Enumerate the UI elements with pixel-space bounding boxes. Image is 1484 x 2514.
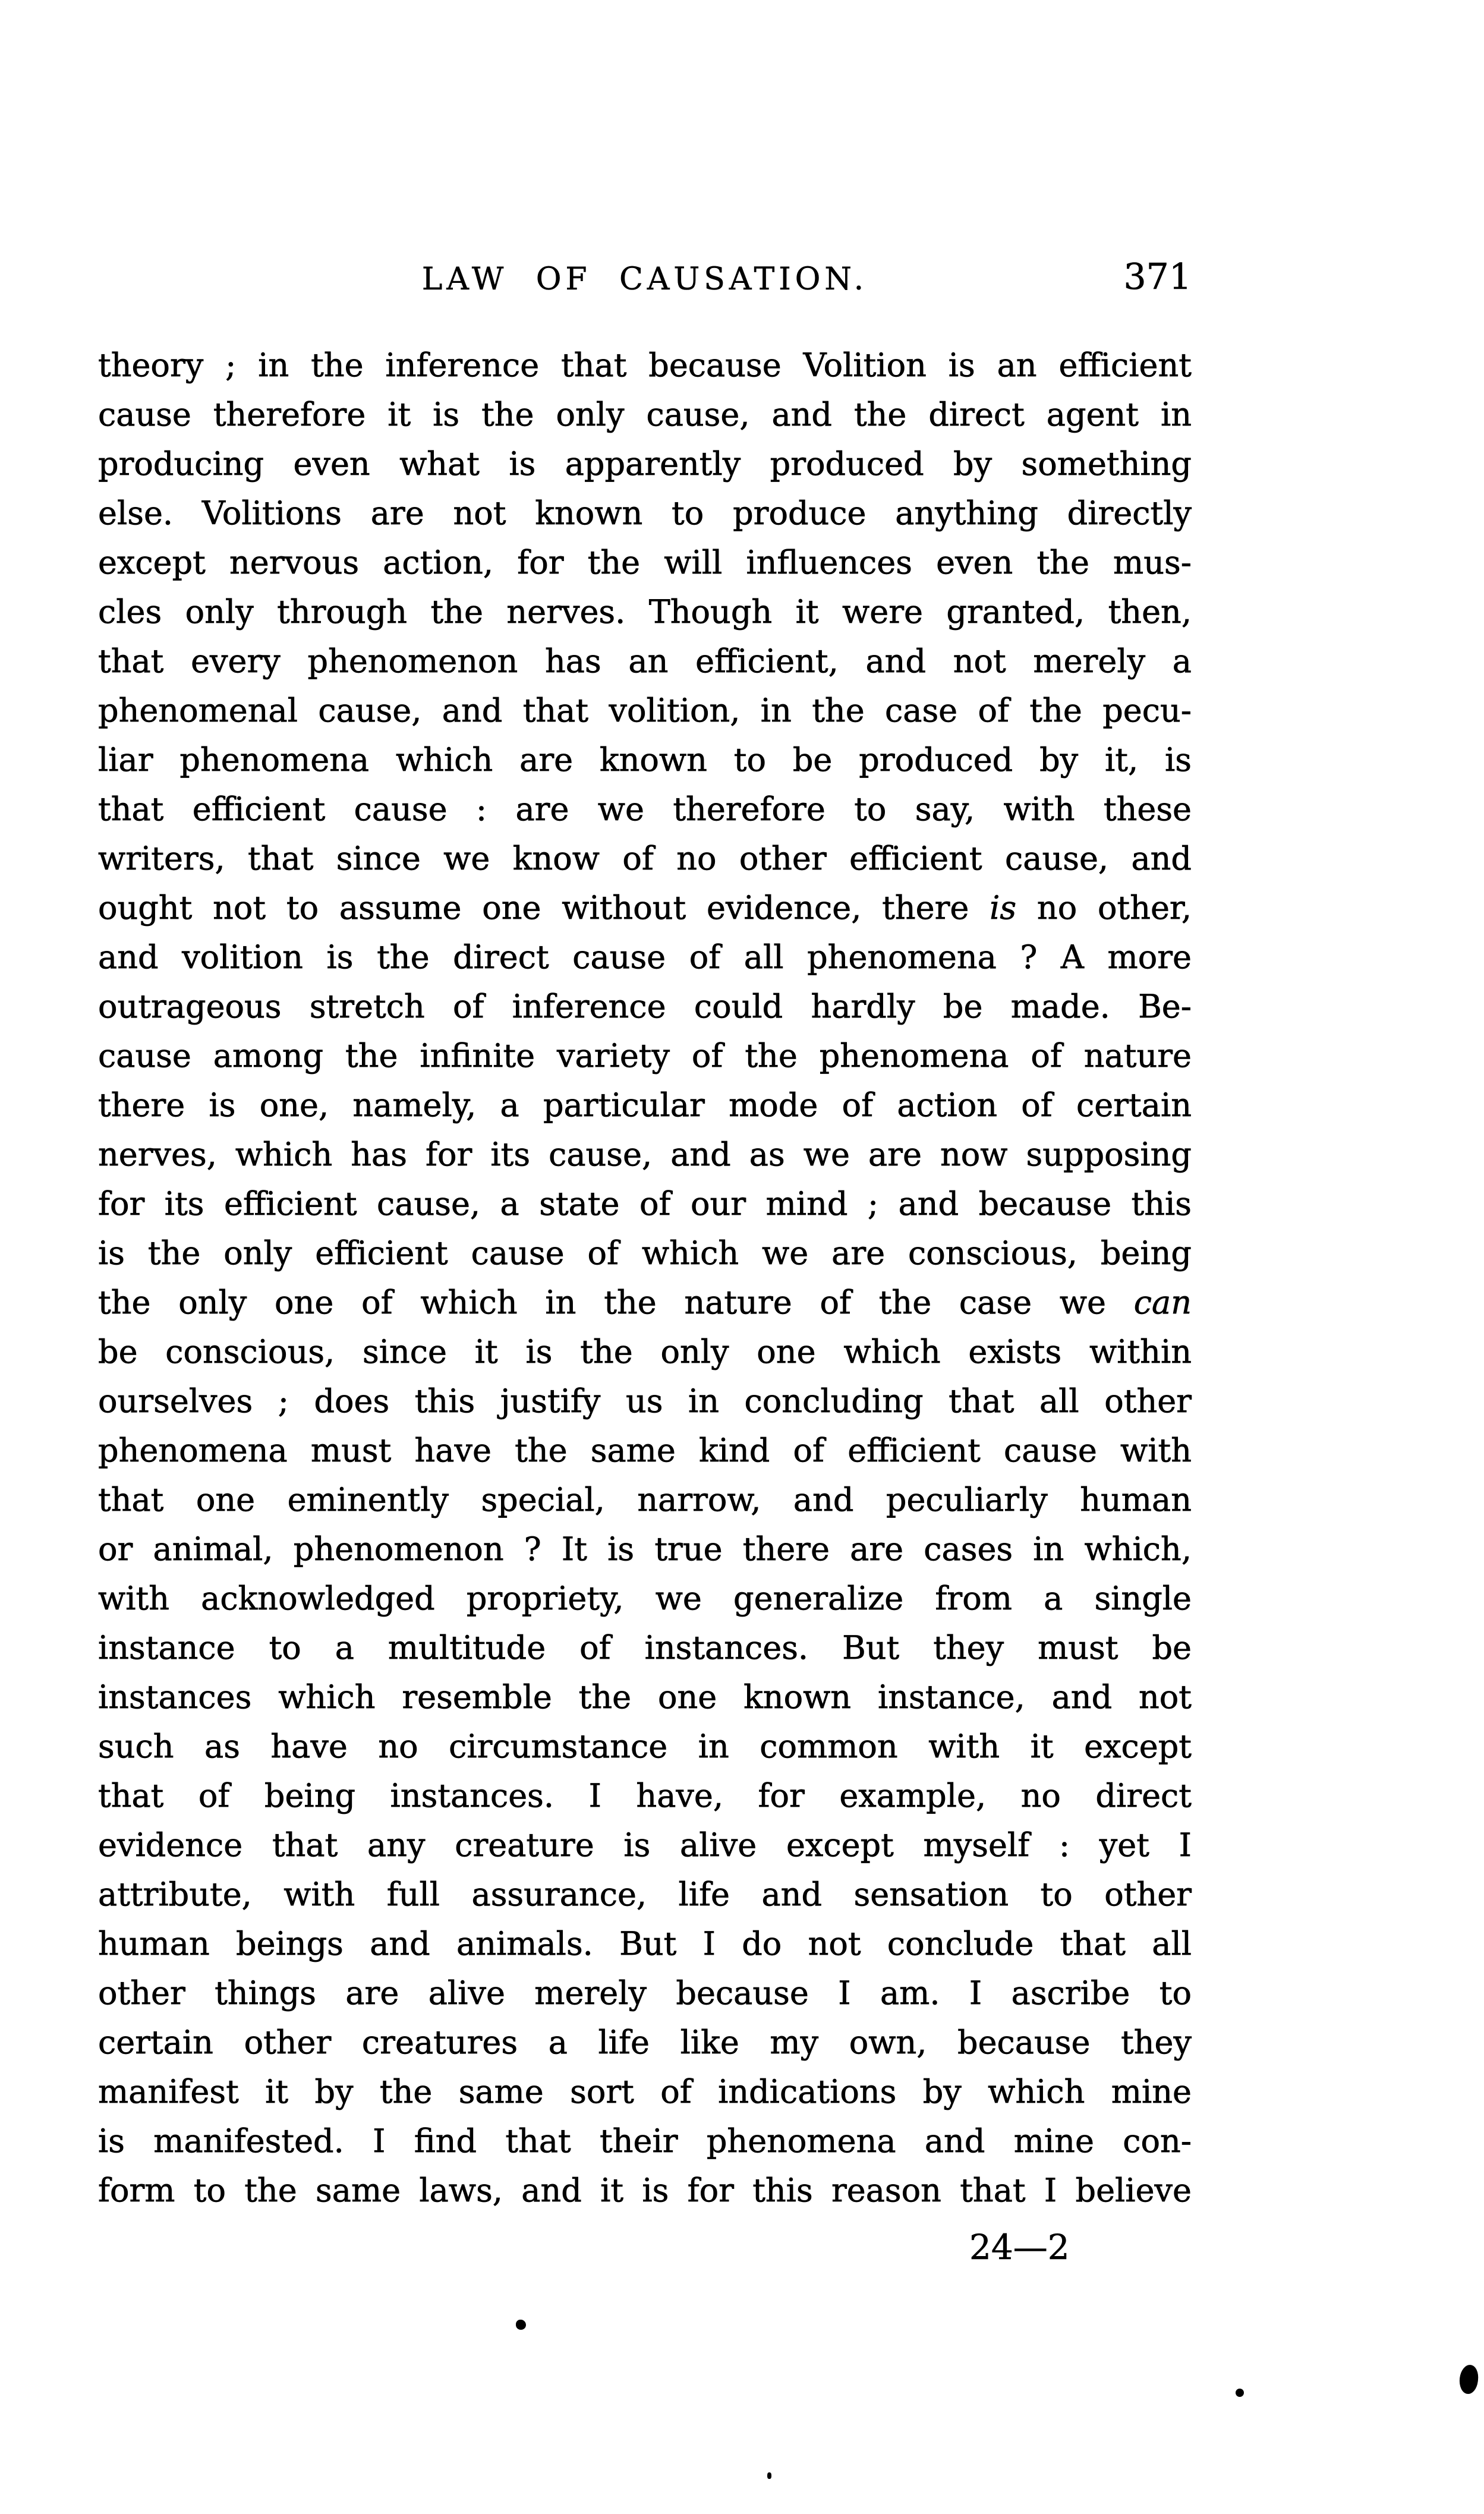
text-line [98, 735, 1192, 785]
text-segment: be conscious, since it is the only one which exists within [98, 1333, 1192, 1371]
text-segment: that one eminently special, narrow, and peculiarly human [98, 1481, 1192, 1519]
text-line [98, 686, 1192, 735]
text-segment: other things are alive merely because I am. I ascribe to [98, 1974, 1192, 2012]
text-line [98, 1623, 1192, 1672]
text-segment: nerves, which has for its cause, and as we are now supposing [98, 1136, 1192, 1173]
text-segment: attribute, with full assurance, life and sensation to other [98, 1876, 1192, 1913]
text-segment: or animal, phenomenon ? It is true there are cases in which, [98, 1530, 1192, 1568]
text-line [98, 1524, 1192, 1574]
text-line [98, 932, 1192, 982]
text-line [98, 883, 1192, 932]
text-line [98, 1968, 1192, 2018]
text-line [98, 390, 1192, 439]
ink-speck [767, 2472, 771, 2479]
text-segment: manifest it by the same sort of indications by which mine [98, 2073, 1192, 2110]
text-line [98, 341, 1192, 390]
text-segment: that every phenomenon has an efficient, and not merely a [98, 642, 1192, 680]
text-line [98, 1278, 1192, 1327]
text-line [98, 587, 1192, 637]
italic-word: is [990, 889, 1017, 927]
text-line [98, 982, 1192, 1031]
text-segment: form to the same laws, and it is for this reason that I believe [98, 2172, 1192, 2209]
ink-speck [516, 2320, 526, 2330]
text-segment: with acknowledged propriety, we generalize from a single [98, 1580, 1192, 1617]
text-line [98, 1870, 1192, 1919]
text-segment: cause therefore it is the only cause, and the direct agent in [98, 396, 1192, 433]
text-segment: except nervous action, for the will influences even the mus- [98, 544, 1192, 581]
text-line [98, 1179, 1192, 1228]
text-segment: cles only through the nerves. Though it were granted, then, [98, 593, 1192, 631]
italic-word: can [1133, 1284, 1192, 1321]
text-line [98, 2166, 1192, 2215]
text-segment: liar phenomena which are known to be produced by it, is [98, 741, 1192, 779]
text-segment: ought not to assume one without evidence, there [98, 889, 990, 927]
text-line [98, 1574, 1192, 1623]
text-line [98, 1475, 1192, 1524]
text-line [98, 1426, 1192, 1475]
text-segment: that of being instances. I have, for example, no direct [98, 1777, 1192, 1814]
text-line [98, 1771, 1192, 1820]
ink-speck [1458, 2364, 1480, 2395]
text-line [98, 1130, 1192, 1179]
text-segment: outrageous stretch of inference could hardly be made. Be- [98, 988, 1192, 1025]
text-segment: producing even what is apparently produced by something [98, 445, 1192, 483]
text-segment: writers, that since we know of no other efficient cause, and [98, 840, 1192, 877]
text-segment: no other, [1016, 889, 1192, 927]
text-line [98, 1228, 1192, 1278]
text-line [98, 1919, 1192, 1968]
text-segment: cause among the infinite variety of the phenomena of nature [98, 1037, 1192, 1075]
page-number: 371 [1123, 256, 1192, 298]
text-segment: phenomenal cause, and that volition, in the case of the pecu- [98, 692, 1192, 729]
ink-speck [1236, 2389, 1244, 2397]
text-line [98, 1820, 1192, 1870]
text-segment: for its efficient cause, a state of our mind ; and because this [98, 1185, 1192, 1223]
signature-mark: 24—2 [969, 2227, 1070, 2267]
text-line [98, 489, 1192, 538]
text-segment: human beings and animals. But I do not conclude that all [98, 1925, 1192, 1962]
text-segment: and volition is the direct cause of all phenomena ? A more [98, 938, 1192, 976]
text-line [98, 538, 1192, 587]
text-segment: the only one of which in the nature of the case we [98, 1284, 1134, 1321]
text-segment: instance to a multitude of instances. But they must be [98, 1629, 1192, 1666]
text-line [98, 1376, 1192, 1426]
text-segment: else. Volitions are not known to produce anything directly [98, 494, 1192, 532]
text-segment: there is one, namely, a particular mode of action of certain [98, 1086, 1192, 1124]
text-segment: that efficient cause : are we therefore to say, with these [98, 790, 1192, 828]
text-line [98, 2067, 1192, 2116]
text-line [98, 785, 1192, 834]
text-line [98, 637, 1192, 686]
text-line [98, 2018, 1192, 2067]
page-text [98, 341, 1192, 2215]
text-segment: such as have no circumstance in common with it except [98, 1728, 1192, 1765]
text-line [98, 1672, 1192, 1722]
text-line [98, 1327, 1192, 1376]
text-segment: is manifested. I find that their phenomena and mine con- [98, 2122, 1192, 2160]
text-line [98, 1031, 1192, 1080]
text-line [98, 1080, 1192, 1130]
running-head-title: LAW OF CAUSATION. [421, 262, 868, 297]
text-line [98, 439, 1192, 489]
text-line [98, 1722, 1192, 1771]
text-segment: certain other creatures a life like my own, because they [98, 2024, 1192, 2061]
text-segment: ourselves ; does this justify us in concluding that all other [98, 1382, 1192, 1420]
text-line [98, 834, 1192, 883]
text-segment: phenomena must have the same kind of efficient cause with [98, 1432, 1192, 1469]
text-segment: evidence that any creature is alive except myself : yet I [98, 1826, 1192, 1864]
text-line [98, 2116, 1192, 2166]
text-segment: is the only efficient cause of which we are conscious, being [98, 1234, 1192, 1272]
text-segment: theory ; in the inference that because Volition is an efficient [98, 346, 1192, 384]
text-segment: instances which resemble the one known instance, and not [98, 1678, 1192, 1716]
